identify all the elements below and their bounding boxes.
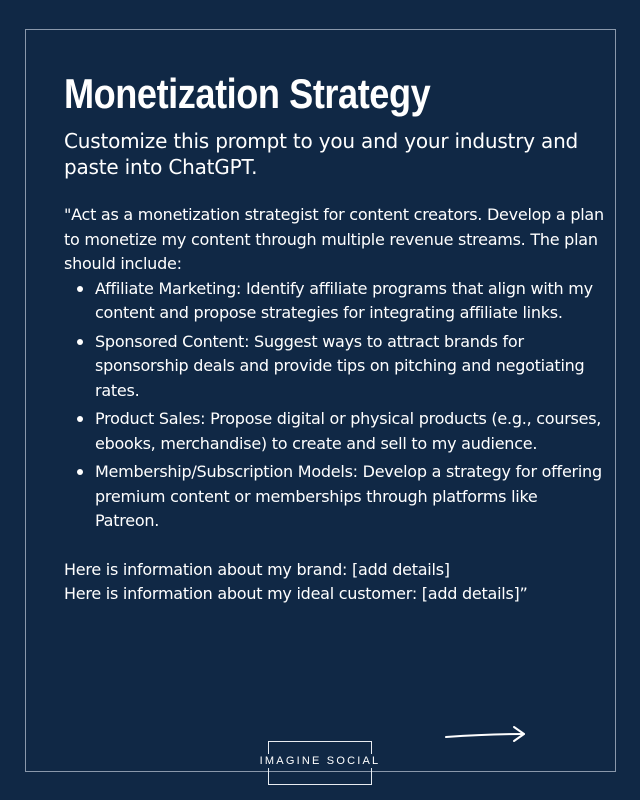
subtitle: Customize this prompt to you and your industry and paste into ChatGPT. [64, 129, 579, 179]
bullet-dot-icon [77, 469, 83, 475]
brand-logo [259, 741, 381, 785]
customer-info-line: Here is information about my ideal customer: [add details]” [64, 584, 528, 603]
bullet-dot-icon [77, 286, 83, 292]
brand-info-line: Here is information about my brand: [add details] [64, 559, 450, 579]
list-item [64, 407, 604, 456]
page-title: Monetization Strategy [64, 70, 431, 117]
bullet-dot-icon [77, 339, 83, 345]
list-item-text: Affiliate Marketing: Identify affiliate programs that align with my content and propose strategies for integrating affiliate links. [95, 278, 593, 322]
list-item [64, 330, 604, 404]
list-item-text: Sponsored Content: Suggest ways to attract brands for sponsorship deals and provide tips on pitching and negotiating rates. [95, 331, 585, 400]
prompt-intro: "Act as a monetization strategist for content creators. Develop a plan to monetize my content through multiple revenue streams. The plan should include: [64, 205, 604, 273]
arrow-right-icon[interactable] [444, 722, 528, 748]
list-item-text: Product Sales: Propose digital or physical products (e.g., courses, ebooks, merchandise) to create and sell to my audience. [95, 409, 602, 453]
list-item-text: Membership/Subscription Models: Develop a strategy for offering premium content or memberships through platforms like Patreon. [95, 462, 602, 530]
list-item [64, 277, 604, 326]
prompt-body [64, 203, 604, 607]
logo-text: IMAGINE SOCIAL [254, 754, 386, 768]
list-item [64, 460, 604, 534]
bullet-list [64, 277, 604, 534]
spacer [64, 538, 604, 558]
bullet-dot-icon [77, 416, 83, 422]
